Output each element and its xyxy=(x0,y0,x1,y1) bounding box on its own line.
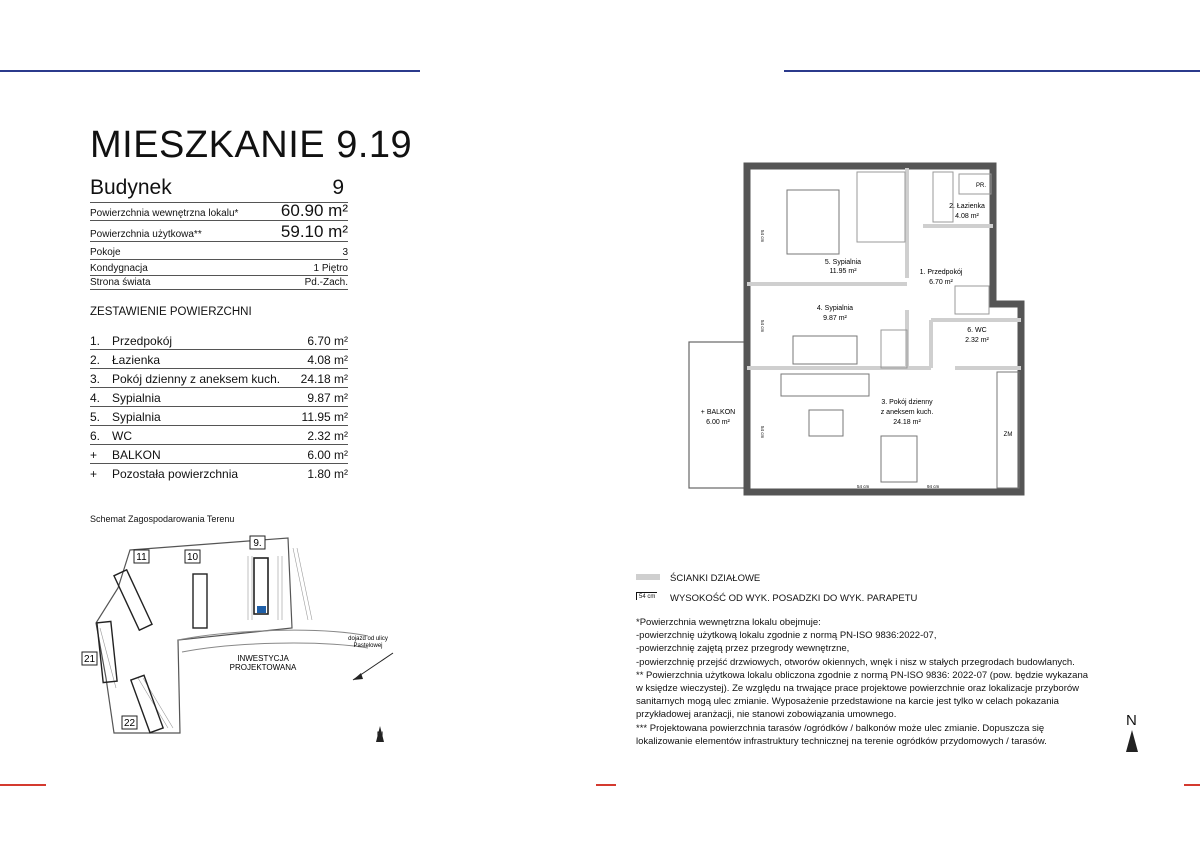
shower xyxy=(933,172,953,222)
north-arrow-icon xyxy=(1125,730,1139,752)
wardrobe-2 xyxy=(881,330,907,368)
room-area: 6.70 m² xyxy=(929,279,953,286)
property-value: 60.90 m² xyxy=(280,201,348,220)
row-area: 11.95 m² xyxy=(301,410,348,424)
row-area: 4.08 m² xyxy=(307,353,348,367)
summary-row xyxy=(90,427,348,445)
sill-label: 94 cm xyxy=(927,484,940,489)
row-number: 4. xyxy=(90,391,101,405)
plan-north-label: N xyxy=(1126,712,1137,729)
room-label: z aneksem kuch. xyxy=(880,409,934,416)
note-line: -powierzchnię użytkową lokalu zgodnie z normą PN-ISO 9836:2022-07, xyxy=(636,630,937,642)
row-name: WC xyxy=(112,429,132,443)
summary-heading: ZESTAWIENIE POWIERZCHNI xyxy=(90,306,252,318)
fixture-label: PR. xyxy=(975,183,987,189)
investment-label: PROJEKTOWANA xyxy=(229,663,297,672)
building-10 xyxy=(193,574,207,628)
property-label: Kondygnacja xyxy=(90,263,148,274)
legend-sill-icon xyxy=(636,592,657,600)
room-label: 1. Przedpokój xyxy=(919,269,963,276)
property-value: Pd.-Zach. xyxy=(304,277,348,288)
building-9 xyxy=(254,558,268,614)
top-rule-right xyxy=(784,70,1200,72)
property-value: 3 xyxy=(342,247,348,258)
room-label: 4. Sypialnia xyxy=(816,305,854,312)
sill-label: 54 cm xyxy=(760,320,765,333)
site-boundary xyxy=(96,538,292,733)
sill-label: 54 cm xyxy=(857,484,870,489)
note-line: -powierzchnię przejść drzwiowych, otworów okiennych, wnęk i nisz w stałych przegrodach budowlanych. xyxy=(636,656,1075,668)
note-line: -powierzchnię zajętą przez przegrody wewnętrzne, xyxy=(636,643,850,655)
building-label: 9. xyxy=(253,538,262,549)
wardrobe xyxy=(857,172,905,242)
room-area: 4.08 m² xyxy=(955,213,979,220)
note-line: lokalizowanie elementów infrastruktury technicznej na terenie ogródków przydomowych / tarasów. xyxy=(636,735,1047,747)
road xyxy=(182,643,368,652)
property-label: Pokoje xyxy=(90,247,121,258)
row-area: 24.18 m² xyxy=(300,372,348,386)
row-number: 3. xyxy=(90,372,101,386)
note-line: ** Powierzchnia użytkowa lokalu obliczona zgodnie z normą PN-ISO 9836: 2022-07 (pow. będzie wykazana xyxy=(636,669,1089,681)
summary-row xyxy=(90,351,348,369)
room-area: 2.32 m² xyxy=(965,337,989,344)
row-name: Pokój dzienny z aneksem kuch. xyxy=(112,372,281,386)
legend-sill-label: WYSOKOŚĆ OD WYK. POSADZKI DO WYK. PARAPETU xyxy=(670,593,918,604)
investment-label: INWESTYCJA xyxy=(237,654,289,663)
row-name: Przedpokój xyxy=(112,334,173,348)
row-number: 1. xyxy=(90,334,101,348)
balcony-area: 6.00 m² xyxy=(706,419,730,426)
row-name: BALKON xyxy=(112,448,161,462)
building-label: 11 xyxy=(136,552,147,563)
parking-stripes xyxy=(100,548,312,728)
note-line: *Powierzchnia wewnętrzna lokalu obejmuje: xyxy=(636,617,821,628)
row-number: + xyxy=(90,467,98,481)
property-label: Powierzchnia wewnętrzna lokalu* xyxy=(90,208,239,219)
site-plan xyxy=(78,528,408,743)
row-number: 5. xyxy=(90,410,101,424)
property-row xyxy=(90,224,348,242)
kitchen-counter xyxy=(997,372,1019,488)
property-row xyxy=(90,203,348,221)
property-row xyxy=(90,273,348,290)
summary-row xyxy=(90,408,348,426)
property-label: Strona świata xyxy=(90,277,151,288)
footnotes xyxy=(636,616,1106,748)
row-area: 1.80 m² xyxy=(307,467,348,481)
site-plan-heading: Schemat Zagospodarowania Terenu xyxy=(90,514,235,524)
apartment-title: MIESZKANIE 9.19 xyxy=(90,124,413,166)
summary-row xyxy=(90,446,348,464)
access-label: Pastelowej xyxy=(353,643,383,649)
row-number: 2. xyxy=(90,353,101,367)
property-row xyxy=(90,243,348,260)
summary-row xyxy=(90,332,348,350)
row-name: Pozostała powierzchnia xyxy=(112,467,239,481)
storage xyxy=(955,286,989,314)
bottom-rule-mid xyxy=(596,784,616,786)
note-line: sanitarnych mogą ulec zmianie. Wyposażenie przedstawione na karcie jest tylko w celach pokazania xyxy=(636,696,1059,708)
room-area: 24.18 m² xyxy=(893,419,921,426)
top-rule-left xyxy=(0,70,420,72)
property-label: Powierzchnia użytkowa** xyxy=(90,229,202,240)
selected-unit xyxy=(257,606,266,613)
building-11 xyxy=(114,570,152,630)
room-label: 2. Łazienka xyxy=(949,203,985,210)
building-label: 10 xyxy=(186,552,199,563)
building-21 xyxy=(97,621,117,682)
row-area: 6.70 m² xyxy=(307,334,348,348)
sill-label: 54 cm xyxy=(760,426,765,439)
building-value: 9 xyxy=(332,176,344,199)
room-area: 9.87 m² xyxy=(823,315,847,322)
room-label: 3. Pokój dzienny xyxy=(881,399,933,406)
row-area: 6.00 m² xyxy=(307,448,348,462)
note-line: w księdze wieczystej). Ze względu na trwające prace projektowe powierzchnie oraz lokalizacje przyborów xyxy=(636,683,1079,695)
building-row xyxy=(90,176,348,200)
coffee-table xyxy=(809,410,843,436)
row-name: Sypialnia xyxy=(112,391,161,405)
fixture-label: ZM xyxy=(1003,432,1013,438)
legend-walls-label: ŚCIANKI DZIAŁOWE xyxy=(670,573,761,584)
summary-row xyxy=(90,465,348,482)
floor-plan xyxy=(685,160,1025,500)
property-value: 1 Piętro xyxy=(313,263,348,274)
row-number: 6. xyxy=(90,429,101,443)
note-line: przykładowej aranżacji, nie stanowi zobowiązania umownego. xyxy=(636,709,897,721)
row-area: 2.32 m² xyxy=(307,429,348,443)
desk xyxy=(793,336,857,364)
property-value: 59.10 m² xyxy=(280,222,348,241)
legend-wall-swatch xyxy=(636,574,660,580)
road xyxy=(178,630,368,640)
dining-table xyxy=(881,436,917,482)
access-label: dojazd od ulicy xyxy=(348,636,388,642)
row-name: Łazienka xyxy=(112,353,161,367)
row-number: + xyxy=(90,448,98,462)
building-label: 21 xyxy=(83,654,96,665)
summary-row xyxy=(90,389,348,407)
legend-sill-sample: 54 cm xyxy=(639,594,656,600)
bottom-rule-right xyxy=(1184,784,1200,786)
building-label: Budynek xyxy=(90,176,172,199)
room-label: 6. WC xyxy=(967,327,987,334)
sill-label: 54 cm xyxy=(760,230,765,243)
row-area: 9.87 m² xyxy=(307,391,348,405)
room-area: 11.95 m² xyxy=(829,268,857,275)
room-label: 5. Sypialnia xyxy=(824,259,862,266)
sofa xyxy=(781,374,869,396)
summary-row xyxy=(90,370,348,388)
bed xyxy=(787,190,839,254)
note-line: *** Projektowana powierzchnia tarasów /ogródków / balkonów może ulec zmianie. Dopuszcza się xyxy=(636,722,1045,734)
balcony-label: + BALKON xyxy=(700,409,736,416)
building-label: 22 xyxy=(123,718,136,729)
row-name: Sypialnia xyxy=(112,410,161,424)
bottom-rule-left xyxy=(0,784,46,786)
